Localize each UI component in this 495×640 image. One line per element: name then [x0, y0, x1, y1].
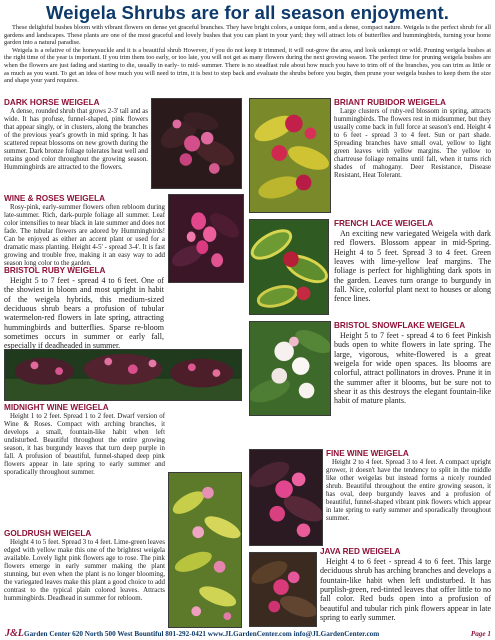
wine-roses-photo	[168, 194, 244, 283]
variety-bristol-ruby	[4, 266, 164, 351]
variety-heading: BRISTOL SNOWFLAKE WEIGELA	[334, 321, 466, 330]
variety-heading: DARK HORSE WEIGELA	[4, 98, 100, 107]
variety-description: Large clusters of ruby-red blossom in spring, attracts hummingbirds. The flowers rest in midsummer, but they usually come back in full force at season's end. Height 4 to 6 feet - spread 3 to 4 feet. Sun or part shade. Spreading branches have small oval, yellow to light green leaves with yellow margins. The yellow to chartreuse foliage remains until fall, when it turns rich shades of mahogany. Deer Resistance, Disease Resistant, Heat Tolerant.	[334, 108, 491, 179]
variety-briant-rubidor	[334, 98, 491, 180]
variety-bristol-snowflake	[334, 321, 491, 406]
variety-description: Height 4 to 5 feet. Spread 3 to 4 feet. Lime-green leaves edged with yellow make this one of the brightest weigela available. Lovely light pink flowers age to rose. The pink flowers emerge in early summer making the plant stunning, but even when the plant is no longer blooming, the variegated leaves make this plant a good choice to add contrast to the typical plain colored leaves. Attracts hummingbirds. Deadhead in summer for rebloom.	[4, 539, 165, 602]
intro-text	[4, 24, 491, 85]
variety-heading: WINE & ROSES WEIGELA	[4, 194, 105, 203]
store-logo: J&L	[5, 628, 24, 639]
midnight-wine-photo	[4, 349, 242, 401]
variety-description: Height 5 to 7 feet - spread 4 to 6 feet. One of the showiest in bloom and most upright in habit of the weigela hybrids, this medium-sized deciduous shrub bears a profusion of tubular watermelon-red flowers in late spring, attracting hummingbirds and butterflies. Sparse re-bloom sometimes occurs in summer or early fall, especially if deadheaded in summer.	[4, 276, 164, 351]
variety-goldrush	[4, 529, 165, 603]
store-contact: Garden Center 620 North 500 West Bountiful 801-292-0421 www.JLGardenCenter.com info@JLGardenCenter.com	[24, 630, 380, 638]
variety-heading: BRISTOL RUBY WEIGELA	[4, 266, 106, 275]
variety-heading: FRENCH LACE WEIGELA	[334, 219, 434, 228]
dark-horse-photo	[151, 98, 242, 189]
variety-wine-roses	[4, 194, 165, 268]
fine-wine-photo	[249, 449, 323, 546]
variety-description: Height 1 to 2 feet. Spread 1 to 2 feet. Dwarf version of Wine & Roses. Compact with arching branches, it develops a small, fountain-like habit when left undisturbed. Beautiful throughout the entire growing season, it has burgundy leaves that turn deep purple in fall. A profusion of beautiful, funnel-shaped deep pink flowers appear in late spring to early summer and sporadically throughout summer.	[4, 413, 165, 476]
variety-dark-horse	[4, 98, 148, 172]
french-lace-photo	[249, 219, 329, 315]
variety-description: Height 2 to 4 feet. Spread 3 to 4 feet. A compact upright grower, it doesn't have the tendency to split in the middle like other weigelas but instead forms a nicely rounded shrub. Beautiful throughout the entire growing season, it has oval, deep burgundy leaves and a profusion of beautiful, funnel-shaped vibrant pink flowers which appear in late spring to early summer and sporadically throughout summer.	[326, 459, 491, 522]
variety-description: Rosy-pink, early-summer flowers often rebloom during late-summer. Rich, dark-purple foliage all summer. Leaf color intensifies to near black in late summer and does not fade. The tubular flowers are adored by Hummingbirds! Can be enjoyed as either an accent plant or used for a dramatic mass planting. Height 4-5' - spread 3-4'. It is fast growing and trouble free, making it an easy way to add season long color to the garden.	[4, 204, 165, 267]
java-red-photo	[249, 552, 317, 627]
variety-heading: FINE WINE WEIGELA	[326, 449, 409, 458]
page-number: Page 1	[470, 630, 491, 638]
intro-paragraph-1: These delightful bushes bloom with vibrant flowers on dense yet graceful branches. They have bright colors, a unique form, and a dense, compact nature. Weigela is the perfect shrub for all gardens and landscapes. These plants are one of the most graceful and lovely bushes that you can plant in your yard; they will attract lots of butterflies and hummingbirds, turning your home garden into a natural paradise.	[4, 24, 491, 47]
briant-rubidor-photo	[249, 98, 331, 213]
variety-heading: MIDNIGHT WINE WEIGELA	[4, 403, 109, 412]
variety-java-red	[320, 547, 491, 622]
variety-description: An exciting new variegated Weigela with dark red flowers. Blossom appear in mid-Spring. Height 4 to 5 feet. Spread 3 to 4 feet. Green leaves with lime-yellow leaf margins. The foliage is perfect for highlighting dark spots in the garden. Leaves turn orange to burgundy in fall. Nice, colorful plant next to houses or along fence lines.	[334, 229, 491, 304]
variety-heading: GOLDRUSH WEIGELA	[4, 529, 92, 538]
variety-heading: BRIANT RUBIDOR WEIGELA	[334, 98, 446, 107]
intro-paragraph-2: Weigela is a relative of the honeysuckle and it is a beautiful shrub However, if you do not keep it trimmed, it will out-grow the area, and look unkempt or wild. Pruning weigela bushes at the right time of the year is important. If you trim them too early, or too late, you will not get as many flowers during the next growing season. The perfect time for pruning weigela bushes are when the flowers are just fading and starting to die, usually in early- to mid- summer. There is no steadfast rule about how much you have to trim off of the branches, you can trim as little or as much as you want. To get an idea of how much you will need to trim, it is best to step back and evaluate the shrubs before you begin, then prune your weigela bushes to keep them the size and shape your yard requires.	[4, 46, 491, 85]
goldrush-photo	[168, 472, 242, 628]
variety-heading: JAVA RED WEIGELA	[320, 547, 401, 556]
variety-description: Height 5 to 7 feet - spread 4 to 6 feet Pinkish buds open to white flowers in late spring. The large, vigorous, white-flowered is a great weigela for wide open spaces. Its blooms are colorful, attract pollinators in droves. Prune it in the summer after it blooms, but be sure not to shear it as this destroys the elegant fountain-like habit of mature plants.	[334, 331, 491, 406]
variety-french-lace	[334, 219, 491, 304]
variety-description: Height 4 to 6 feet - spread 4 to 6 feet. This large deciduous shrub has arching branches and develops a fountain-like habit when left undisturbed. It has purplish-green, red-tinted leaves that offer little to no fall color. Red buds open into a profusion of beautiful and tubular rich pink flowers appear in late spring to early summer.	[320, 557, 491, 623]
page-footer	[0, 629, 495, 640]
page-title: Weigela Shrubs are for all season enjoyment.	[46, 2, 449, 23]
bristol-snowflake-photo	[249, 321, 331, 416]
variety-midnight-wine	[4, 403, 165, 477]
variety-fine-wine	[326, 449, 491, 523]
variety-description: A dense, rounded shrub that grows 2-3' tall and as wide. It has profuse, funnel-shaped, pink flowers that appear singly, or in clusters, along the branches of the previous year's growth in mid spring. It has scattered repeat blossoms on new growth during the summer. Dark bronze foliage tolerates heat well and retains good color throughout the growing season. Hummingbirds are attracted to the flowers.	[4, 108, 148, 171]
